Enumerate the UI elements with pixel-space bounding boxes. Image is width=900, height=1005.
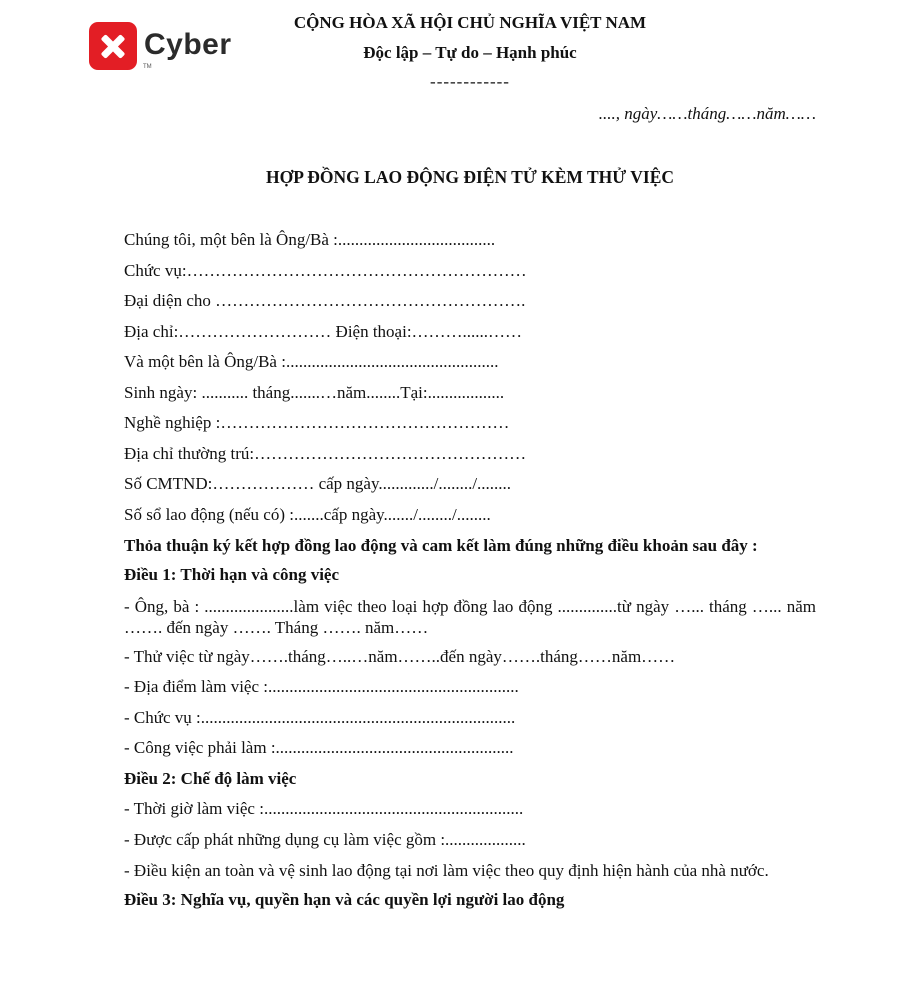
- party-b-id: Số CMTND:……………… cấp ngày............./......../........: [124, 474, 512, 493]
- party-b-occupation: Nghề nghiệp :……………………………………………: [124, 413, 510, 432]
- article-2-tools: - Được cấp phát những dụng cụ làm việc gồm :...................: [124, 829, 526, 849]
- article-1-term: - Ông, bà : .....................làm việc theo loại hợp đồng lao động ..............từ ngày …... tháng …... năm ……. đến ngày ……. Tháng ……. năm……: [124, 596, 816, 637]
- document-title: HỢP ĐỒNG LAO ĐỘNG ĐIỆN TỬ KÈM THỬ VIỆC: [265, 167, 675, 187]
- article-1-heading: Điều 1: Thời hạn và công việc: [124, 565, 340, 584]
- article-2-heading: Điều 2: Chế độ làm việc: [124, 768, 297, 788]
- party-b-name: Và một bên là Ông/Bà :..................................................: [124, 352, 499, 371]
- party-a-name: Chúng tôi, một bên là Ông/Bà :.....................................: [124, 230, 496, 249]
- article-2-hours: - Thời giờ làm việc :.............................................................: [124, 799, 524, 818]
- nation-title: CỘNG HÒA XÃ HỘI CHỦ NGHĨA VIỆT NAM: [293, 13, 647, 32]
- logo-trademark: TM: [143, 64, 152, 70]
- date-line: ...., ngày……tháng……năm……: [598, 104, 816, 123]
- cyber-x-logo-icon: [89, 22, 137, 70]
- document-body: [124, 227, 816, 918]
- article-1-position: - Chức vụ :..........................................................................: [124, 707, 516, 727]
- party-a-address: Địa chỉ:……………………… Điện thoại:………......……: [124, 321, 523, 341]
- party-a-position: Chức vụ:……………………………………………………: [124, 260, 527, 280]
- article-3-heading: Điều 3: Nghĩa vụ, quyền hạn và các quyền lợi người lao động: [124, 890, 565, 909]
- party-b-labor-book: Số sổ lao động (nếu có) :.......cấp ngày......./......../........: [124, 504, 491, 524]
- article-1-probation: - Thử việc từ ngày…….tháng…..…năm……..đến ngày…….tháng……năm……: [124, 646, 676, 666]
- party-a-represent: Đại diện cho ……………………………………………….: [124, 291, 526, 310]
- motto: Độc lập – Tự do – Hạnh phúc: [363, 43, 577, 62]
- header-separator: ------------: [430, 72, 510, 91]
- article-1-location: - Địa điểm làm việc :...........................................................: [124, 677, 519, 696]
- article-1-duties: - Công việc phải làm :........................................................: [124, 738, 514, 757]
- agreement-statement: Thỏa thuận ký kết hợp đồng lao động và cam kết làm đúng những điều khoản sau đây :: [124, 536, 758, 555]
- party-b-address: Địa chỉ thường trú:…………………………………………: [124, 443, 527, 463]
- article-2-safety: - Điều kiện an toàn và vệ sinh lao động tại nơi làm việc theo quy định hiện hành của nhà nước.: [124, 861, 769, 880]
- logo-text: Cyber: [144, 28, 232, 61]
- party-b-birth: Sinh ngày: ........... tháng.......…năm........Tại:..................: [124, 382, 505, 402]
